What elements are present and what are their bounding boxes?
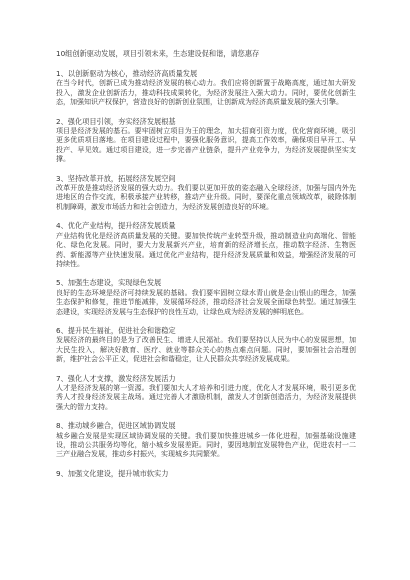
section-2: [56, 117, 356, 165]
section-body: 良好的生态环境是经济可持续发展的基础。我们要牢固树立绿水青山就是金山银山的理念，加强生态保护和修复，推进节能减排，发展循环经济，推动经济社会发展全面绿色转型。通过加强生态建设，实现经济发展与生态保护的良性互动，让绿色成为经济发展的鲜明底色。: [56, 288, 356, 316]
section-body: 城乡融合发展是实现区域协调发展的关键。我们要加快推进城乡一体化进程，加强基础设施建设，推动公共服务均等化，缩小城乡发展差距。同时，要因地制宜发展特色产业，促进农村一二三产业融合发展，推动乡村振兴，实现城乡共同繁荣。: [56, 431, 356, 459]
section-heading: 5、加强生态建设，实现绿色发展: [56, 278, 162, 288]
section-heading: 4、优化产业结构，提升经济发展质量: [56, 221, 176, 231]
section-body: 改革开放是推动经济发展的强大动力。我们要以更加开放的姿态融入全球经济，加强与国内外先进地区的合作交流，积极承接产业转移，推动产业升级。同时，要深化重点领域改革，破除体制机制障碍，激发市场活力和社会创造力，为经济发展创造良好的环境。: [56, 184, 356, 211]
section-body: 人才是经济发展的第一资源。我们要加大人才培养和引进力度，优化人才发展环境，吸引更多优秀人才投身经济发展主战场。通过完善人才激励机制，激发人才创新创造活力，为经济发展提供强大的智力支持。: [56, 383, 356, 411]
section-8: [56, 421, 356, 460]
section-3: [56, 174, 356, 213]
section-body: 项目是经济发展的基石。要牢固树立项目为王的理念，加大招商引资力度，优化营商环境，吸引更多优质项目落地。在项目建设过程中，要强化服务意识，提高工作效率，确保项目早开工、早投产、早见效。通过项目建设，进一步完善产业链条，提升产业竞争力，为经济发展提供坚实支撑。: [56, 127, 356, 164]
document-page: [56, 49, 356, 487]
section-heading: 9、加强文化建设，提升城市软实力: [56, 468, 169, 478]
section-heading: 3、坚持改革开放，拓展经济发展空间: [56, 173, 176, 183]
document-title: 10组创新驱动发展，项目引领未来，生态建设促和谐，请您惠存: [56, 49, 260, 58]
section-heading: 6、提升民生福祉，促进社会和谐稳定: [56, 325, 176, 335]
section-heading: 2、强化项目引领，夯实经济发展根基: [56, 116, 176, 126]
section-7: [56, 374, 356, 413]
section-body: 在当今时代，创新已成为推动经济发展的核心动力。我们应将创新置于战略高度，通过加大研发投入，激发企业创新活力，推动科技成果转化，为经济发展注入强大动力。同时，要优化创新生态，加强知识产权保护，营造良好的创新创业氛围，让创新成为经济高质量发展的强大引擎。: [56, 79, 356, 107]
section-body: 产业结构优化是经济高质量发展的关键。要加快传统产业转型升级，推动制造业向高端化、智能化、绿色化发展。同时，要大力发展新兴产业，培育新的经济增长点，推动数字经济、生物医药、新能源等产业快速发展。通过优化产业结构，提升经济发展质量和效益，增强经济发展的可持续性。: [56, 231, 356, 268]
section-6: [56, 326, 356, 365]
section-1: [56, 69, 356, 108]
section-9: [56, 469, 356, 478]
section-5: [56, 278, 356, 317]
section-heading: 1、以创新驱动为核心，推动经济高质量发展: [56, 69, 198, 78]
section-4: [56, 221, 356, 269]
section-body: 发展经济的最终目的是为了改善民生、增进人民福祉。我们要坚持以人民为中心的发展思想，加大民生投入，解决好教育、医疗、就业等群众关心的热点难点问题。同时，要加强社会治理创新，维护社会公平正义，促进社会和谐稳定，让人民群众共享经济发展成果。: [56, 336, 356, 364]
section-heading: 7、强化人才支撑，激发经济发展活力: [56, 373, 176, 383]
section-heading: 8、推动城乡融合，促进区域协调发展: [56, 421, 176, 431]
